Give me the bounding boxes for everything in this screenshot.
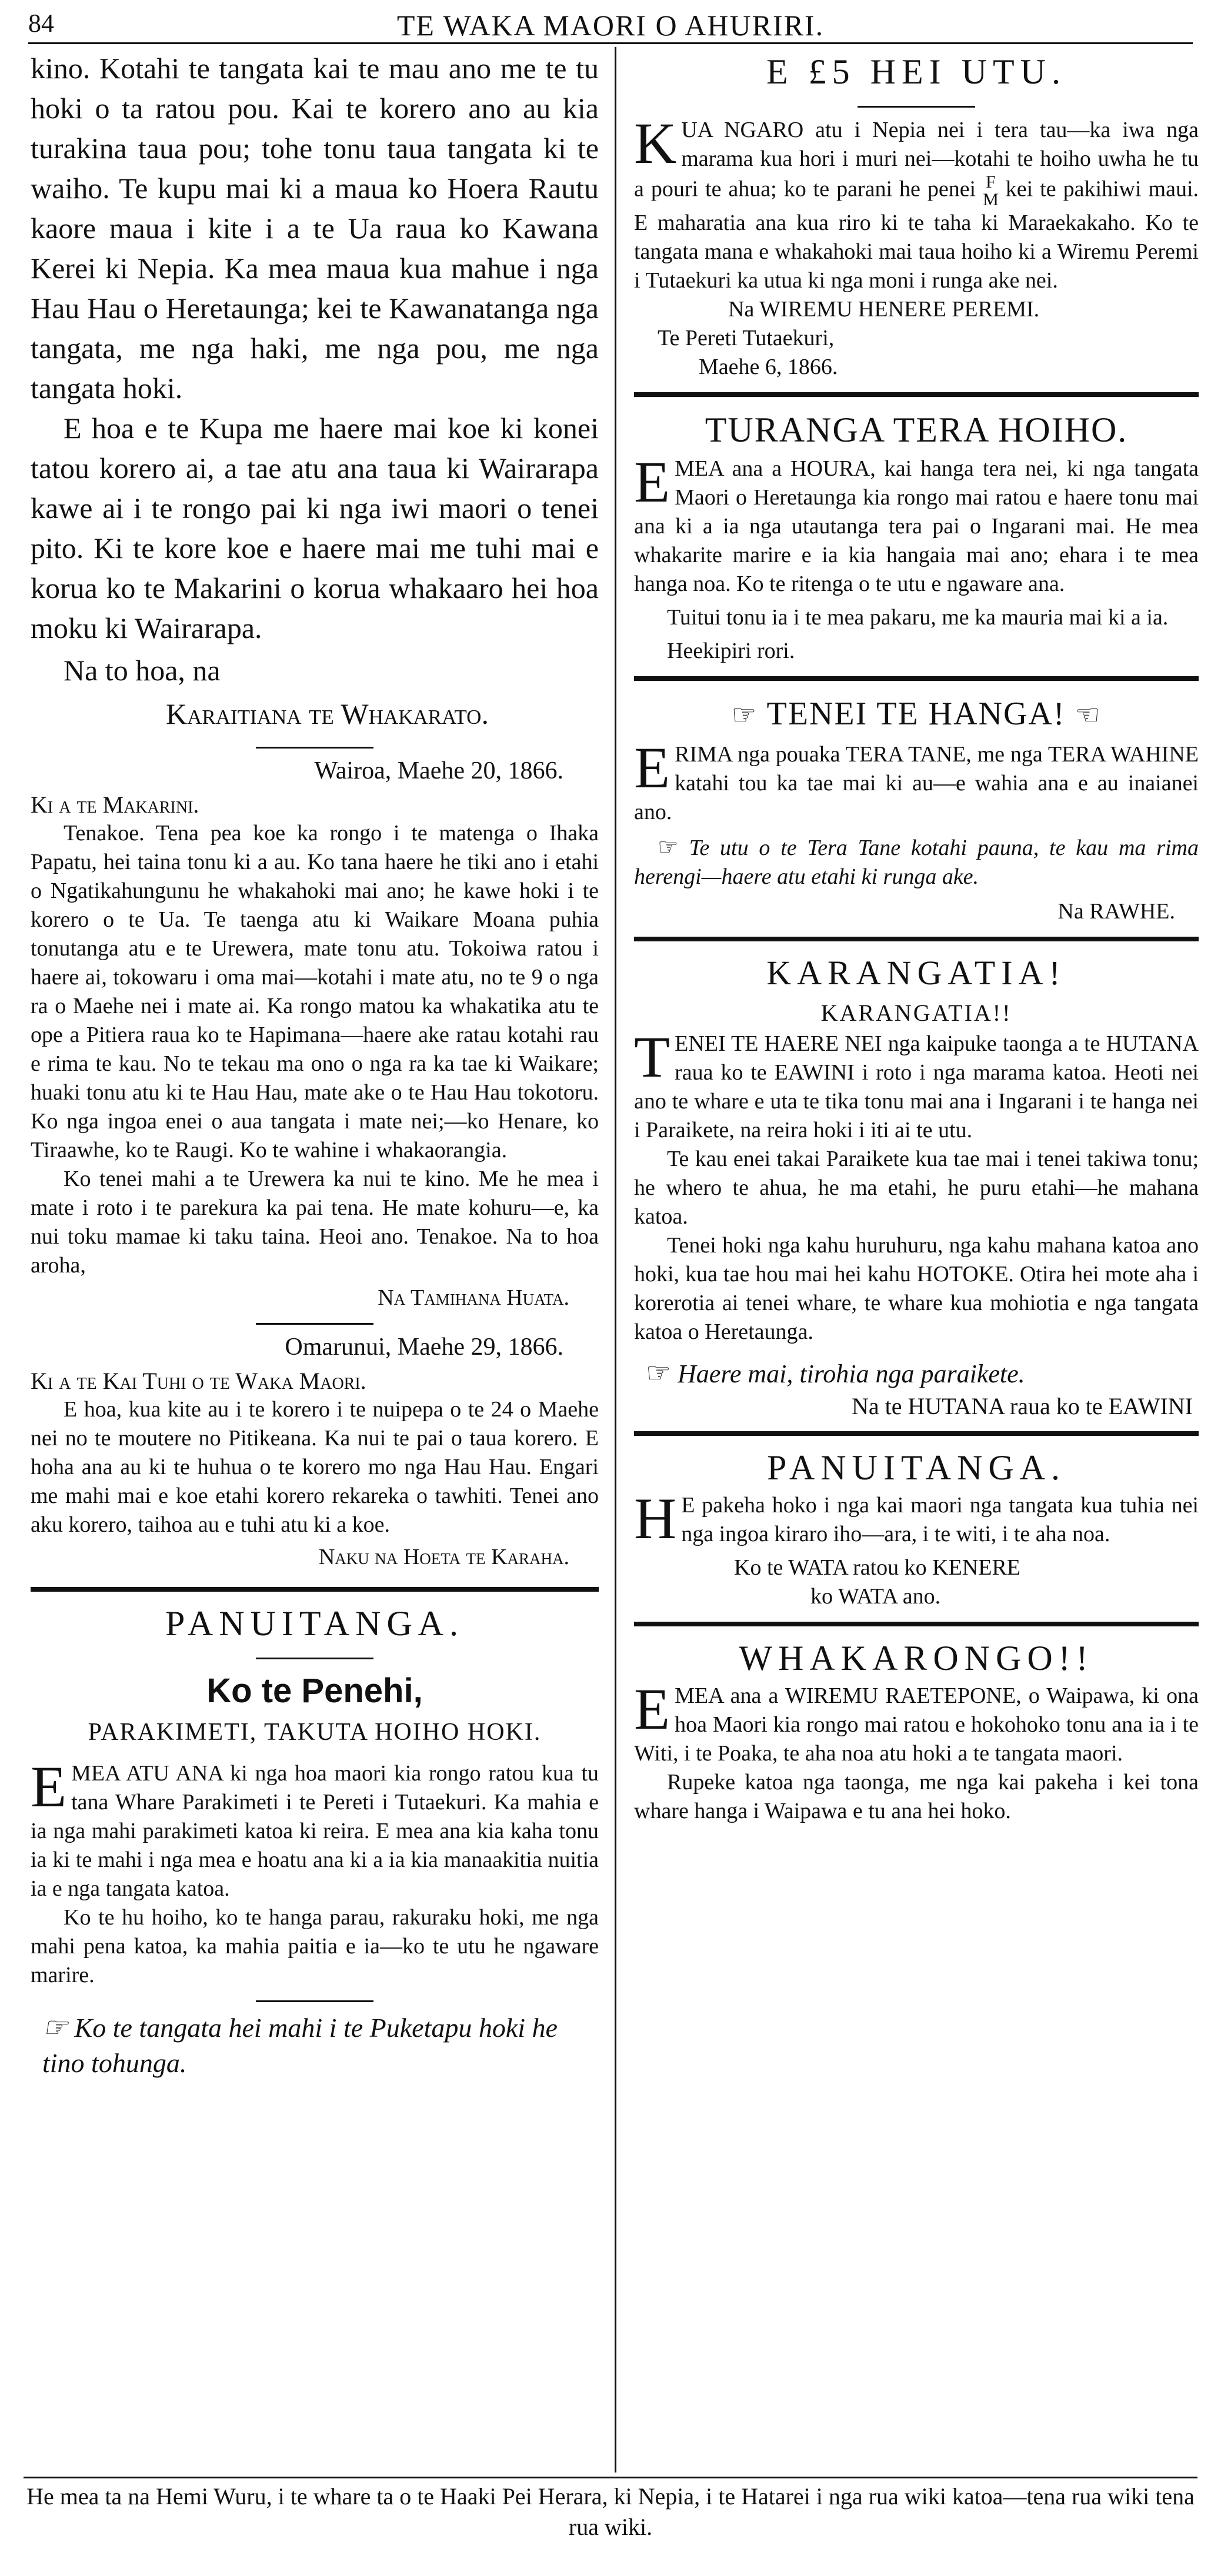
running-title: TE WAKA MAORI O AHURIRI. xyxy=(396,9,825,42)
drop-cap: K xyxy=(634,111,677,176)
ad-signature: Heekipiri rori. xyxy=(667,639,795,663)
letter-paragraph: kino. Kotahi te tangata kai te mau ano me te tu hoki o ta ratou pou. Kai te korero ano au kia turakina taua pou; tohe tonu taua tangata ki te waiho. Te kupu mai ki a maua ko Hoera Rautu kaore maua i kite i a te Ua raua ko Kawana Kerei ki Nepia. Ka mea maua kua mahue i nga Hau Hau o Heretaunga; kei te Kawanatanga nga tangata, me nga haki, me nga pou, me nga tangata hoki. xyxy=(31,52,599,405)
section-rule xyxy=(634,1431,1199,1436)
letter-paragraph: Tenakoe. Tena pea koe ka rongo i te matenga o Ihaka Papatu, hei taina tonu ki a au. Ko tana haere he tiki ano i etahi o Ngatikahungunu he whakahoki mai ano; he kawe hoki i te korero o te Ua. Te taenga atu ki Waikare Moana puhia tonutanga atu e te Urewera, mate tonu atu. Tokoiwa ratou i haere ai, tokowaru i oma mai—kotahi i mate atu, no te 9 o nga ra o Maehe nei i mate ai. Ka rongo matou ka whakatika atu te ope a Pitiera raua ko te Hapimana—haere ake ratau kotahi rau e rima te kau. No te tekau ma ono o nga ra ka tae ki Waikare; huaki tonu atu ki te Hau Hau, mate ake o te Hau Hau tokotoru. Ko nga ingoa enei o aua tangata i mate nei;—ko Henare, ko Tiraawhe, ko te Raugi. Ko te wahine i whakaorangia. xyxy=(31,821,599,1162)
ad-body xyxy=(31,1754,599,1903)
printer-imprint: He mea ta na Hemi Wuru, i te whare ta o te Haaki Pei Herara, ki Nepia, i te Hatarei i nga rua wiki katoa—tena rua wiki tena rua wiki. xyxy=(26,2483,1195,2540)
right-column xyxy=(634,48,1199,1826)
separator xyxy=(256,747,373,749)
ad-paragraph: ENEI TE HAERE NEI nga kaipuke taonga a te HUTANA raua ko te EAWINI i roto i nga marama katoa. Heoti nei ano te whare e uta te tika tonu mai ana i Ingarani i te hanga nei i Paraikete, na reira hoki i iti ai te utu. xyxy=(634,1031,1199,1142)
ad-paragraph: MEA ana a HOURA, kai hanga tera nei, ki nga tangata Maori o Heretaunga kia rongo mai ratou e haere tonu mai ana ki a ia nga utautanga tera pai o Ingarani mai. He mea whakarite marire e ia kia hangaia mai ano; ehara i te mea hanga noa. Ko te ritenga o te utu e ngaware ana. xyxy=(634,456,1199,596)
ad-paragraph: Te kau enei takai Paraikete kua tae mai i tenei takiwa tonu; he whero te ahua, he ma etahi, he puru etahi—he mahana katoa. xyxy=(634,1147,1199,1229)
page-number: 84 xyxy=(28,9,54,38)
letter-paragraph: Ko tenei mahi a te Urewera ka nui te kino. Me he mea i mate i roto i te parekura ka pai tena. He mate kohuru—e, ka nui toku mamae ki taku taina. Heoi ano. Tenakoe. Na to hoa aroha, xyxy=(31,1167,599,1278)
pointing-hand-icon: ☞ xyxy=(658,834,679,860)
ad-title: Ko te Penehi, xyxy=(206,1672,423,1710)
ad-paragraph: Tenei hoki nga kahu huruhuru, nga kahu mahana katoa ano hoki, kua tae hou mai hei kahu HOTOKE. Otira hei mote aha i korerotia ai tenei whare, te whare kua mohiotia e nga tangata katoa o Heretaunga. xyxy=(634,1233,1199,1344)
page-header xyxy=(28,4,1193,40)
ad-body xyxy=(634,735,1199,827)
section-rule xyxy=(634,937,1199,941)
ad-paragraph: Rupeke katoa nga taonga, me nga kai pakeha i kei tona whare hanga i Waipawa e tu ana hei hoko. xyxy=(634,1770,1199,1823)
ad-heading: TURANGA TERA HOIHO. xyxy=(705,410,1128,449)
pointing-hand-icon: ☞ xyxy=(42,2012,68,2043)
ad-heading: PANUITANGA. xyxy=(165,1604,464,1643)
separator xyxy=(256,1658,373,1659)
ad-place: Te Pereti Tutaekuri, xyxy=(658,326,835,350)
ad-signature: Na RAWHE. xyxy=(1057,899,1175,924)
ad-paragraph: Tuitui tonu ia i te mea pakaru, me ka mauria mai ki a ia. xyxy=(667,605,1169,630)
pointing-hand-icon: ☞ xyxy=(646,1358,672,1389)
ad-paragraph: UA NGARO atu i Nepia nei i tera tau—ka iwa nga marama kua hori i muri nei—kotahi te hoiho uwha he tu a pouri te ahua; ko te parani he penei F M kei te pakihiwi maui. E maharatia ana kua riro ki te taha ki Maraekakaho. Ko te tangata mana e whakahoki mai taua hoiho ki a Wiremu Peremi i Tutaekuri ka utua ki nga moni i runga ake nei. xyxy=(634,118,1199,293)
letter-paragraph: E hoa, kua kite au i te korero i te nuipepa o te 24 o Maehe nei no te moutere no Pitikeana. Ka nui te pai o taua korero. E hoha ana au ki te huhua o te korero mo nga Hau Hau. Engari me mahi mai e koe etahi korero rekareka o tawhiti. Tenei ano aku korero, taihoa au e tuhi atu ki a koe. xyxy=(31,1397,599,1537)
ad-body xyxy=(634,1486,1199,1551)
ad-paragraph: E pakeha hoko i nga kai maori nga tangata kua tuhia nei nga ingoa kiraro iho—ara, i te witi, i te aha noa. xyxy=(681,1493,1199,1546)
letter-tamihana xyxy=(31,757,599,1312)
ad-paragraph: MEA ana a WIREMU RAETEPONE, o Waipawa, ki ona hoa Maori kia rongo mai ratou e hokohoko tonu ana ia i te Witi, i te Poaka, te aha noa atu hoki a te tangata maori. xyxy=(634,1683,1199,1766)
letter-signature: Na Tamihana Huata. xyxy=(378,1285,569,1310)
section-rule xyxy=(634,676,1199,681)
separator xyxy=(858,106,975,108)
drop-cap: E xyxy=(634,449,670,514)
letter-signature: Karaitiana te Whakarato. xyxy=(166,697,489,730)
advertisement-karangatia xyxy=(634,950,1199,1421)
letter-place-date: Omarunui, Maehe 29, 1866. xyxy=(285,1334,563,1361)
separator xyxy=(256,1323,373,1325)
separator xyxy=(256,2000,373,2002)
ad-note: ☞ Te utu o te Tera Tane kotahi pauna, te kau ma rima herengi—haere atu etahi ki runga ake. xyxy=(634,834,1199,889)
ad-date: Maehe 6, 1866. xyxy=(699,355,838,379)
advertisement-whakarongo xyxy=(634,1635,1199,1826)
ad-paragraph: MEA ATU ANA ki nga hoa maori kia rongo ratou kua tu tana Whare Parakimeti i te Pereti i Tutaekuri. Ka mahia e ia nga mahi parakimeti katoa ki reira. E mea ana kia kaha tonu ia ki te mahi i nga mea e hoatu ana ki a ia kia manaakitia nuitia ia e nga tangata katoa. xyxy=(31,1761,599,1901)
advertisement-reward xyxy=(634,48,1199,382)
advertisement-panuitanga xyxy=(634,1444,1199,1611)
ad-body xyxy=(634,1024,1199,1145)
letter-karaitiana xyxy=(31,48,599,734)
letter-address: Ki a te Kai Tuhi o te Waka Maori. xyxy=(31,1368,366,1394)
section-rule xyxy=(634,1622,1199,1626)
ad-heading: ☞ TENEI TE HANGA! ☜ xyxy=(634,689,1199,740)
left-column xyxy=(31,48,599,2081)
ad-heading: WHAKARONGO!! xyxy=(739,1639,1094,1678)
ad-subtitle: PARAKIMETI, TAKUTA HOIHO HOKI. xyxy=(88,1719,542,1746)
footer-rule xyxy=(24,2477,1197,2478)
ad-paragraph: Ko te hu hoiho, ko te hanga parau, rakuraku hoki, me nga mahi pena katoa, ka mahia paitia e ia—ko te utu he ngaware marire. xyxy=(31,1905,599,1987)
drop-cap: H xyxy=(634,1486,677,1551)
ad-signature: ko WATA ano. xyxy=(810,1584,941,1609)
section-rule xyxy=(634,392,1199,397)
ad-signature: Na WIREMU HENERE PEREMI. xyxy=(728,297,1040,322)
letter-hoeta xyxy=(31,1333,599,1572)
letter-place-date: Wairoa, Maehe 20, 1866. xyxy=(314,757,563,784)
brand-mark: F M xyxy=(983,172,999,209)
advertisement-hanga xyxy=(634,689,1199,926)
letter-closing: Na to hoa, na xyxy=(64,654,221,687)
ad-heading: E £5 HEI UTU. xyxy=(766,52,1066,91)
column-divider xyxy=(615,47,616,2473)
ad-body xyxy=(634,111,1199,295)
ad-heading: KARANGATIA! xyxy=(766,954,1066,992)
advertisement-penehi xyxy=(31,1600,599,2081)
ad-signature: Na te HUTANA raua ko te EAWINI xyxy=(851,1393,1193,1419)
drop-cap: T xyxy=(634,1024,670,1090)
letter-signature: Naku na Hoeta te Karaha. xyxy=(318,1545,569,1569)
ad-note: ☞ Haere mai, tirohia nga paraikete. xyxy=(634,1356,1199,1392)
pointing-hand-left-icon: ☜ xyxy=(1075,700,1102,731)
letter-address: Ki a te Makarini. xyxy=(31,791,199,818)
drop-cap: E xyxy=(31,1754,67,1819)
ad-body xyxy=(634,449,1199,599)
ad-body xyxy=(634,1676,1199,1768)
ad-subheading: KARANGATIA!! xyxy=(820,1000,1012,1026)
ad-signature: Ko te WATA ratou ko KENERE xyxy=(734,1555,1021,1580)
drop-cap: E xyxy=(634,735,670,800)
advertisement-turanga xyxy=(634,405,1199,666)
ad-paragraph: RIMA nga pouaka TERA TANE, me nga TERA WAHINE katahi tou ka tae mai ki au—e wahia ana e au inaianei ano. xyxy=(634,742,1199,824)
ad-heading: PANUITANGA. xyxy=(767,1448,1066,1487)
ad-note: ☞ Ko te tangata hei mahi i te Puketapu hoki he tino tohunga. xyxy=(31,2010,599,2081)
drop-cap: E xyxy=(634,1676,670,1742)
pointing-hand-icon: ☞ xyxy=(731,700,758,731)
section-rule xyxy=(31,1587,599,1592)
letter-paragraph: E hoa e te Kupa me haere mai koe ki konei tatou korero ai, a tae atu ana taua ki Wairarapa kawe ai i te rongo pai ki nga iwi maori o tenei pito. Ki te kore koe e haere mai me tuhi mai e korua ko te Makarini o korua whakaaro hei hoa moku ki Wairarapa. xyxy=(31,412,599,644)
header-rule xyxy=(28,42,1193,44)
